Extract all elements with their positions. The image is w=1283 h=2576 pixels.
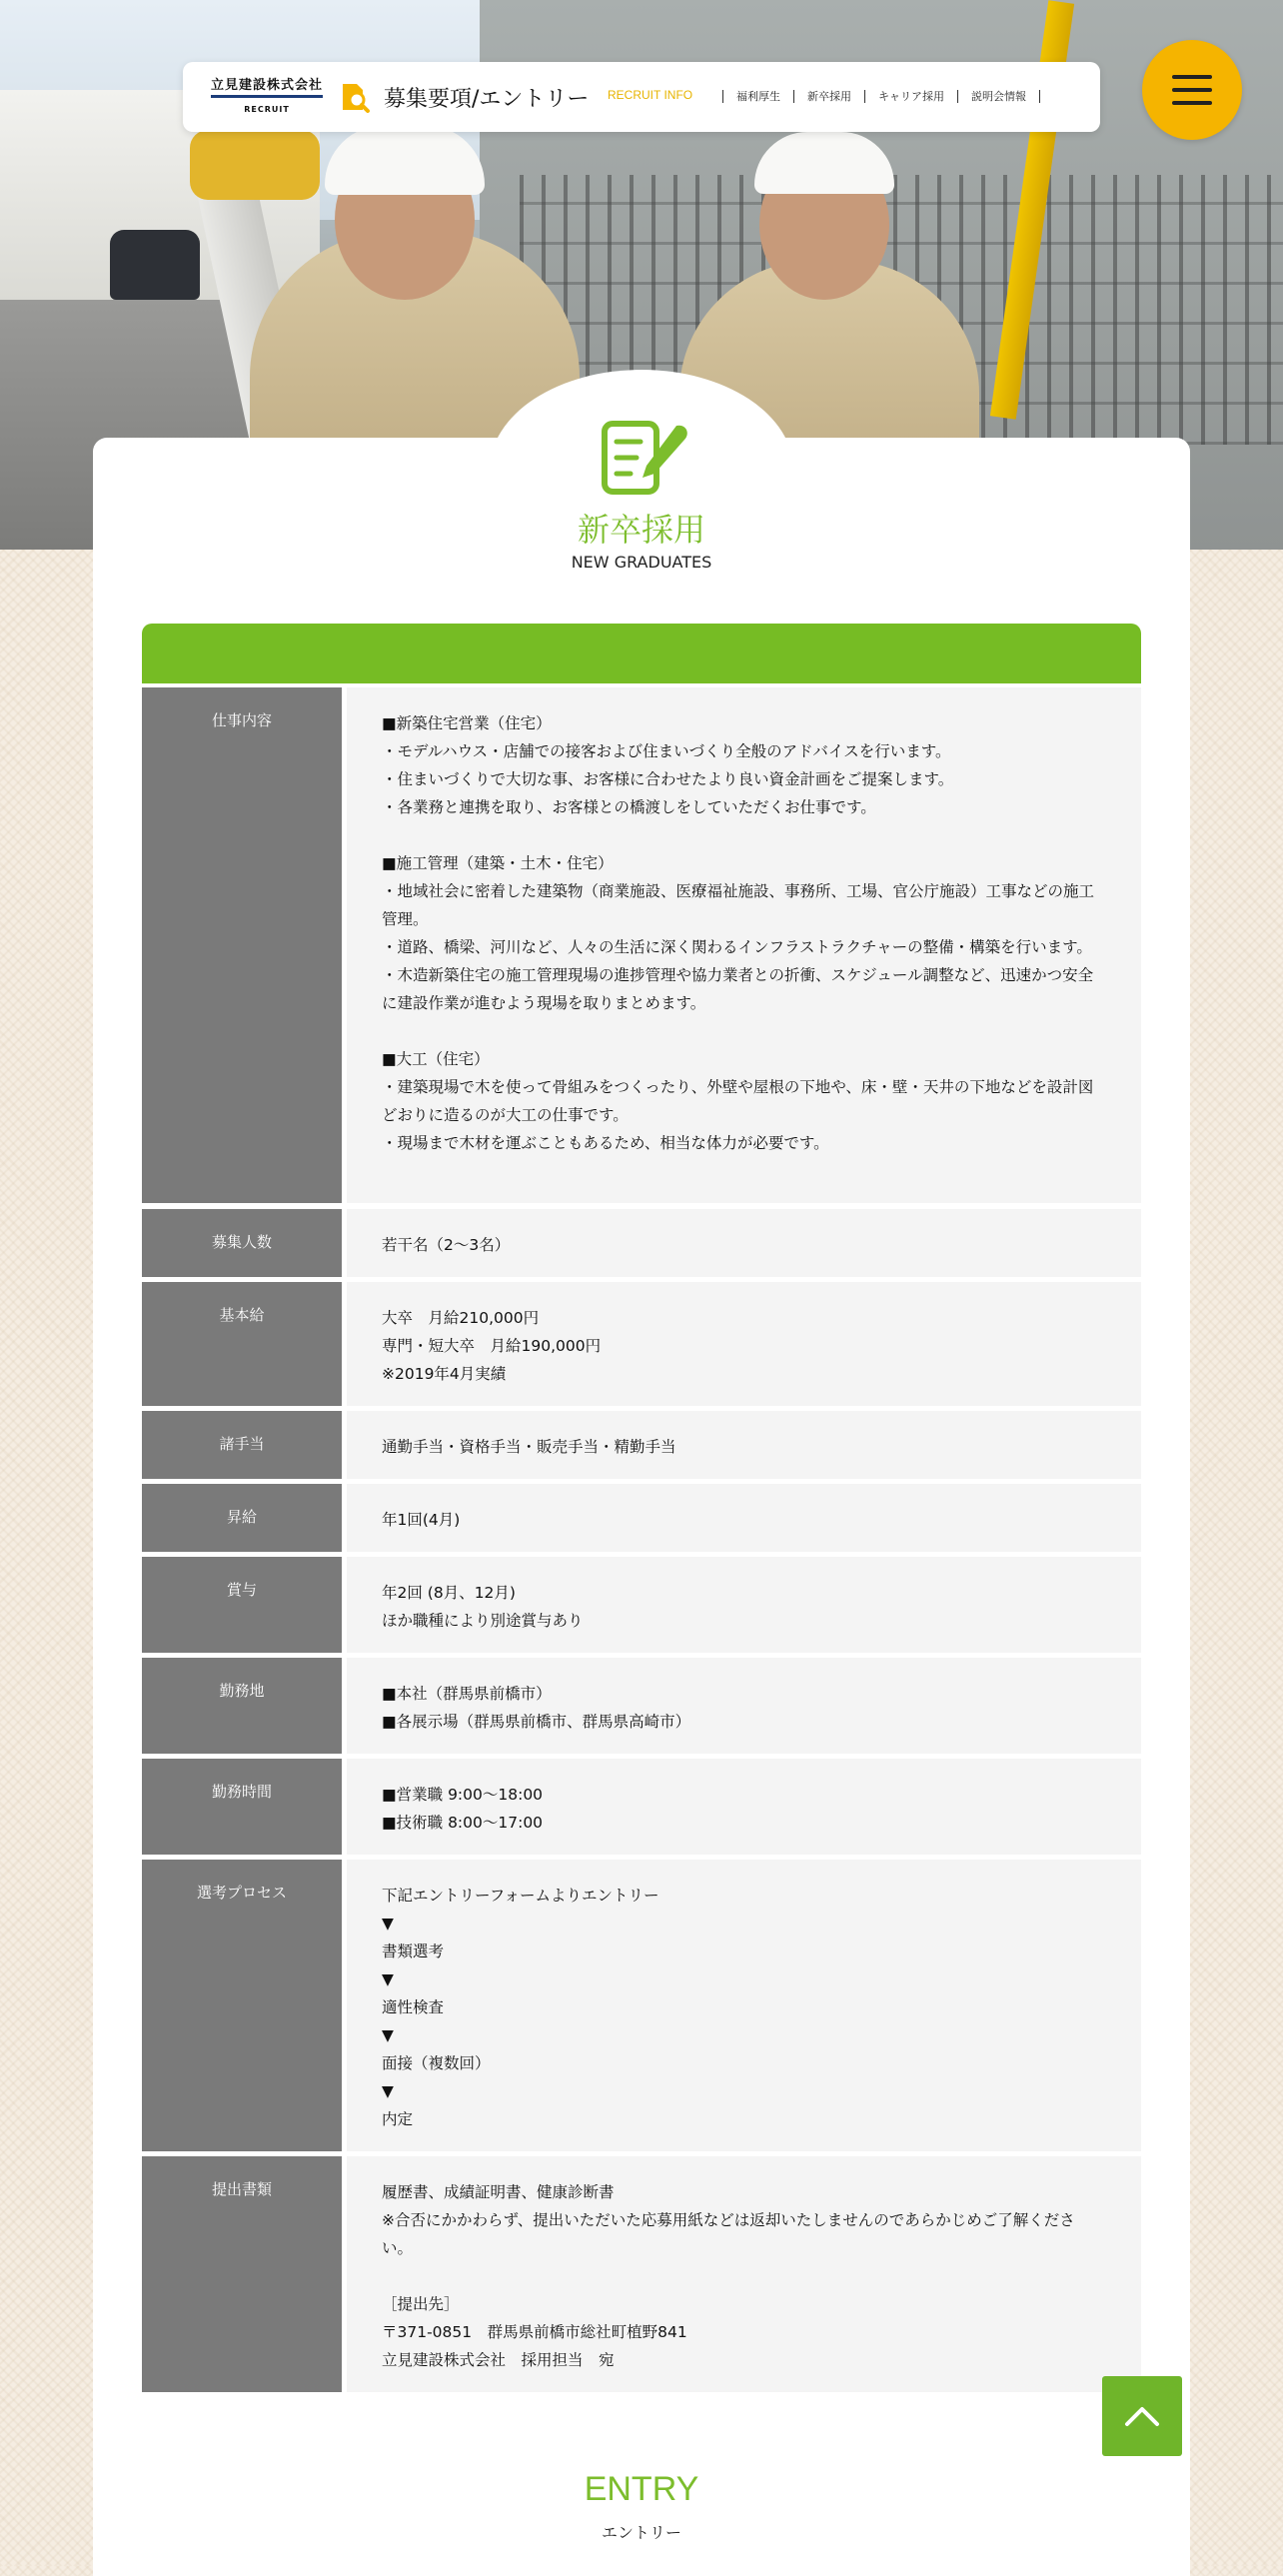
row-label: 賞与 xyxy=(142,1557,342,1653)
menu-button[interactable] xyxy=(1142,40,1242,140)
value-line: ■本社（群馬県前橋市） xyxy=(382,1685,552,1703)
row-value xyxy=(347,1759,1141,1855)
row-label: 勤務時間 xyxy=(142,1759,342,1855)
row-value xyxy=(347,1860,1141,2151)
value-line: 内定 xyxy=(382,2110,414,2128)
row-label: 諸手当 xyxy=(142,1411,342,1479)
row-value xyxy=(347,1282,1141,1406)
value-line: ・各業務と連携を取り、お客様との橋渡しをしていただくお仕事です。 xyxy=(382,798,876,816)
company-logo[interactable] xyxy=(211,74,323,118)
row-label: 昇給 xyxy=(142,1484,342,1552)
table-row-openings xyxy=(142,1209,1141,1277)
value-line: 面接（複数回） xyxy=(382,2054,491,2072)
value-line: 通勤手当・資格手当・販売手当・精勤手当 xyxy=(382,1438,676,1456)
value-line: ［提出先］ xyxy=(382,2295,460,2313)
table-row-documents xyxy=(142,2156,1141,2392)
header-nav xyxy=(709,88,1053,104)
nav-separator xyxy=(957,90,958,103)
value-line: ■施工管理（建築・土木・住宅） xyxy=(382,854,614,872)
row-value xyxy=(347,1209,1141,1277)
value-line: ■大工（住宅） xyxy=(382,1050,490,1068)
table-row-job-description xyxy=(142,687,1141,1203)
row-value xyxy=(347,687,1141,1203)
value-line: ■各展示場（群馬県前橋市、群馬県高崎市） xyxy=(382,1713,691,1731)
row-value xyxy=(347,1557,1141,1653)
page-top-button[interactable] xyxy=(1102,2376,1182,2456)
document-pen-icon xyxy=(599,418,690,498)
value-line: ・木造新築住宅の施工管理現場の進捗管理や協力業者との折衝、スケジュール調整など、迅速かつ安全に建設作業が進むよう現場を取りまとめます。 xyxy=(382,966,1094,1012)
hero-car xyxy=(110,230,200,300)
header-subtitle: RECRUIT INFO xyxy=(608,88,693,102)
hamburger-icon-bar xyxy=(1172,88,1212,92)
value-line: 専門・短大卒 月給190,000円 xyxy=(382,1337,602,1355)
value-line: 履歴書、成績証明書、健康診断書 xyxy=(382,2183,615,2201)
row-label: 募集人数 xyxy=(142,1209,342,1277)
value-line: ・住まいづくりで大切な事、お客様に合わせたより良い資金計画をご提案します。 xyxy=(382,770,954,788)
chevron-up-icon xyxy=(1102,2376,1182,2456)
row-value xyxy=(347,2156,1141,2392)
section-title: 新卒採用 xyxy=(577,511,705,549)
arrow-down: ▼ xyxy=(382,1970,394,1988)
value-line: 下記エントリーフォームよりエントリー xyxy=(382,1887,659,1905)
value-line: 年1回(4月) xyxy=(382,1511,461,1529)
nav-separator xyxy=(1039,90,1040,103)
entry-title: ENTRY xyxy=(584,2470,699,2508)
search-document-icon xyxy=(337,80,371,114)
row-label: 選考プロセス xyxy=(142,1860,342,2151)
arrow-down: ▼ xyxy=(382,2082,394,2100)
logo-recruit: RECRUIT xyxy=(244,105,290,114)
value-line xyxy=(382,2262,1103,2290)
value-line: ・建築現場で木を使って骨組みをつくったり、外壁や屋根の下地や、床・壁・天井の下地などを設計図どおりに造るのが大工の仕事です。 xyxy=(382,1078,1094,1124)
value-line: ※2019年4月実績 xyxy=(382,1365,507,1383)
value-line: ・地域社会に密着した建築物（商業施設、医療福祉施設、事務所、工場、官公庁施設）工事などの施工管理。 xyxy=(382,882,1095,928)
value-line: ・モデルハウス・店舗での接客および住まいづくり全般のアドバイスを行います。 xyxy=(382,742,951,760)
value-line xyxy=(382,821,1103,849)
row-value xyxy=(347,1658,1141,1754)
row-label: 提出書類 xyxy=(142,2156,342,2392)
logo-company-name: 立見建設株式会社 xyxy=(211,74,323,98)
hero-survey-level xyxy=(190,130,320,200)
row-value xyxy=(347,1484,1141,1552)
value-line: 大卒 月給210,000円 xyxy=(382,1309,540,1327)
value-line: ・道路、橋梁、河川など、人々の生活に深く関わるインフラストラクチャーの整備・構築を行います。 xyxy=(382,938,1092,956)
hamburger-icon-bar xyxy=(1172,75,1212,79)
value-line: ■営業職 9:00～18:00 xyxy=(382,1786,544,1804)
site-header xyxy=(183,62,1100,132)
value-line: 立見建設株式会社 採用担当 宛 xyxy=(382,2351,615,2369)
row-label: 仕事内容 xyxy=(142,687,342,1203)
table-row-work-location xyxy=(142,1658,1141,1754)
nav-new-graduates[interactable]: 新卒採用 xyxy=(807,90,851,103)
value-line: ・現場まで木材を運ぶこともあるため、相当な体力が必要です。 xyxy=(382,1134,829,1152)
value-line: ほか職種により別途賞与あり xyxy=(382,1612,584,1630)
nav-career[interactable]: キャリア採用 xyxy=(878,90,944,103)
nav-separator xyxy=(793,90,794,103)
table-row-selection-process xyxy=(142,1860,1141,2151)
value-line: 書類選考 xyxy=(382,1942,445,1960)
arrow-down: ▼ xyxy=(382,2026,394,2044)
table-row-allowances xyxy=(142,1411,1141,1479)
value-line: ※合否にかかわらず、提出いただいた応募用紙などは返却いたしませんのであらかじめご了解ください。 xyxy=(382,2211,1075,2257)
row-value xyxy=(347,1411,1141,1479)
row-label: 基本給 xyxy=(142,1282,342,1406)
value-line: 〒371-0851 群馬県前橋市総社町植野841 xyxy=(382,2323,687,2341)
section-subtitle: NEW GRADUATES xyxy=(571,553,712,572)
table-row-base-salary xyxy=(142,1282,1141,1406)
value-line: ■新築住宅営業（住宅） xyxy=(382,714,552,732)
table-row-raise xyxy=(142,1484,1141,1552)
nav-separator xyxy=(864,90,865,103)
row-label: 勤務地 xyxy=(142,1658,342,1754)
nav-briefing[interactable]: 説明会情報 xyxy=(971,90,1026,103)
entry-subtitle: エントリー xyxy=(601,2523,681,2542)
table-row-work-hours xyxy=(142,1759,1141,1855)
value-line: 年2回 (8月、12月) xyxy=(382,1584,516,1602)
table-header-bar xyxy=(142,624,1141,683)
hamburger-icon-bar xyxy=(1172,101,1212,105)
value-line: 適性検査 xyxy=(382,1998,445,2016)
nav-separator xyxy=(722,90,723,103)
nav-welfare[interactable]: 福利厚生 xyxy=(736,90,780,103)
value-line: ■技術職 8:00～17:00 xyxy=(382,1814,544,1832)
arrow-down: ▼ xyxy=(382,1915,394,1932)
value-line: 若干名（2〜3名） xyxy=(382,1236,511,1254)
table-row-bonus xyxy=(142,1557,1141,1653)
header-title: 募集要項/エントリー xyxy=(384,87,590,112)
value-line xyxy=(382,1017,1103,1045)
